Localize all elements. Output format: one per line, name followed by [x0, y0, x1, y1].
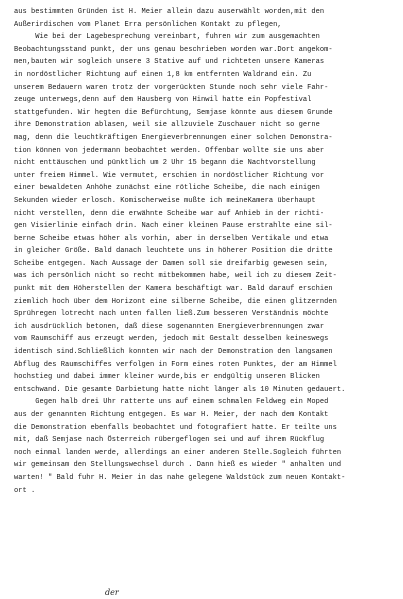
text-line: entschwand. Die gesamte Darbietung hatte nicht länger als 10 Minuten gedauert.	[14, 385, 346, 394]
text-line: nicht enttäuschen und pünktlich um 2 Uhr 15 begann die Nachtvorstellung	[14, 159, 316, 168]
text-line: Scheibe entgegen. Nach Aussage der Damen soll sie dreifarbig gewesen sein,	[14, 259, 329, 268]
document-body	[14, 6, 395, 497]
text-line: hochstieg und dabei immer kleiner wurde,bis er endgültig unseren Blicken	[14, 373, 320, 382]
text-line: wir gemeinsam den Stellungswechsel durch . Dann hieß es wieder " anhalten und	[14, 461, 342, 470]
text-line: nicht verstellen, denn die erwähnte Scheibe war auf Anhieb in der richti-	[14, 209, 325, 218]
handwritten-annotation: der	[105, 588, 119, 597]
text-line: vom Raumschiff aus erzeugt werden, jedoch mit Gestalt desselben keineswegs	[14, 335, 329, 344]
text-line: Gegen halb drei Uhr ratterte uns auf einem schmalen Feldweg ein Moped	[14, 398, 329, 407]
text-line: unserem Bedauern waren trotz der vorgerückten Stunde noch sehr viele Fahr-	[14, 83, 329, 92]
text-line: in gleicher Größe. Bald danach leuchtete uns in höherer Position die dritte	[14, 247, 333, 256]
text-line: tion können von jedermann beobachtet werden. Offenbar wollte sie uns aber	[14, 146, 325, 155]
text-line: identisch sind.Schließlich konnten wir nach der Demonstration den langsamen	[14, 348, 333, 357]
text-line: berne Scheibe etwas höher als vorhin, aber in derselben Vertikale und etwa	[14, 234, 329, 243]
text-line: aus bestimmten Gründen ist H. Meier allein dazu auserwählt worden,mit den	[14, 8, 325, 16]
text-line: noch einmal landen werde, allerdings an einer anderen Stelle.Sogleich führten	[14, 448, 342, 457]
text-line: mit, daß Semjase nach Österreich rübergeflogen sei und auf ihrem Rückflug	[14, 436, 325, 445]
text-line: ich ausdrücklich betonen, daß diese sogenannten Energieverbrennungen zwar	[14, 322, 325, 331]
text-line: aus der genannten Richtung entgegen. Es war H. Meier, der nach dem Kontakt	[14, 411, 329, 419]
text-line: Sekunden wieder erlosch. Komischerweise mußte ich meineKamera überhaupt	[14, 196, 316, 205]
text-line: punkt mit dem Höherstellen der Kamera beschäftigt war. Bald darauf erschien	[14, 285, 333, 294]
text-line: ziemlich hoch über dem Horizont eine silberne Scheibe, die einen glitzernden	[14, 297, 337, 306]
text-line: gen Visierlinie einfach drin. Nach einer kleinen Pause erstrahlte eine sil-	[14, 222, 333, 231]
text-line: Abflug des Raumschiffes verfolgen in Form eines roten Punktes, der am Himmel	[14, 360, 337, 369]
text-line: Wie bei der Lagebesprechung vereinbart, fuhren wir zum ausgemachten	[14, 33, 320, 42]
text-line: unter freiem Himmel. Wie vermutet, erschien in nordöstlicher Richtung vor	[14, 171, 325, 180]
text-line: Sprühregen lotrecht nach unten fallen ließ.Zum besseren Verständnis möchte	[14, 310, 329, 319]
text-line: Beobachtungsstand punkt, der uns genau beschrieben worden war.Dort angekom-	[14, 45, 333, 54]
text-line: ihre Demonstration ablasen, weil sie allzuviele Zuschauer nicht so gerne	[14, 121, 320, 130]
text-line: stattgefunden. Wir hegten die Befürchtung, Semjase könnte aus diesem Grunde	[14, 108, 333, 117]
text-line: was ich persönlich nicht so recht mitbekommen habe, weil ich zu diesem Zeit-	[14, 272, 337, 281]
text-line: ort .	[14, 486, 36, 495]
text-line: Außerirdischen vom Planet Erra persönlichen Kontakt zu pflegen,	[14, 20, 282, 29]
text-line: einer bewaldeten Anhöhe zunächst eine rötliche Scheibe, die nach einigen	[14, 184, 320, 193]
text-line: warten! " Bald fuhr H. Meier in das nahe gelegene Waldstück zum neuen Kontakt-	[14, 473, 346, 482]
text-line: in nordöstlicher Richtung auf einen 1,8 km entfernten Waldrand ein. Zu	[14, 70, 312, 79]
text-line: zeuge unterwegs,denn auf dem Hausberg von Hinwil hatte ein Popfestival	[14, 96, 312, 105]
text-line: mag, denn die leuchtkräftigen Energieverbrennungen einer solchen Demonstra-	[14, 133, 333, 142]
text-line: die Demonstration ebenfalls beobachtet und fotografiert hatte. Er teilte uns	[14, 423, 337, 432]
text-line: men,bauten wir sogleich unsere 3 Stative auf und richteten unsere Kameras	[14, 58, 325, 67]
